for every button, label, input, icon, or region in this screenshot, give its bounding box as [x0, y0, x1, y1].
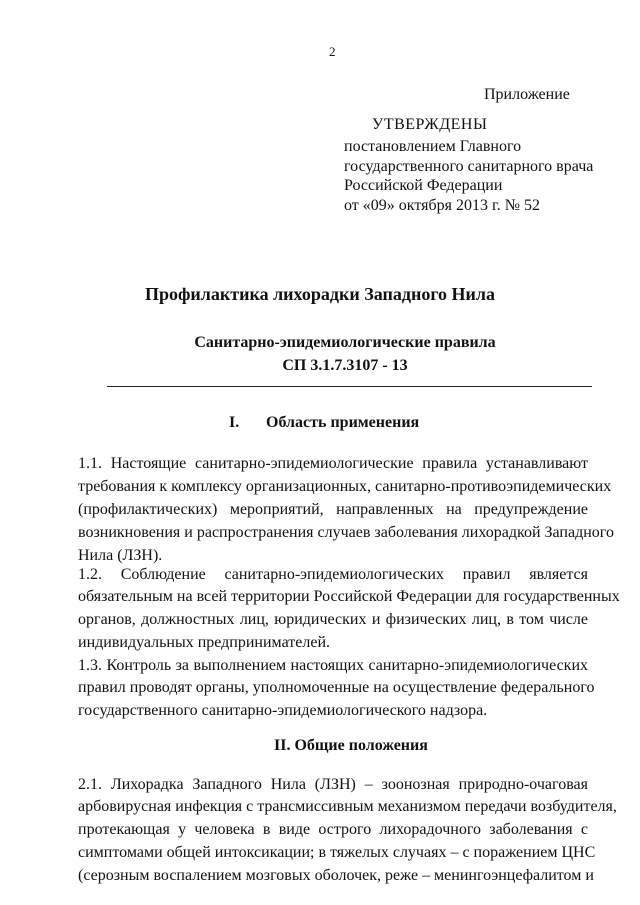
approval-date-line: от «09» октября 2013 г. № 52 — [344, 197, 541, 214]
approval-line: государственного санитарного врача — [344, 158, 594, 175]
paragraph-line: требования к комплексу организационных, санитарно-противоэпидемических — [78, 478, 612, 495]
paragraph-line: (профилактических) мероприятий, направленных на предупреждение — [78, 501, 588, 518]
approval-line: Российской Федерации — [344, 177, 503, 194]
divider-line — [107, 386, 592, 387]
paragraph-line: Нила (ЛЗН). — [78, 547, 163, 564]
document-code: СП 3.1.7.3107 - 13 — [282, 357, 408, 374]
appendix-label: Приложение — [484, 86, 570, 103]
paragraph-line: симптомами общей интоксикации; в тяжелых случаях – с поражением ЦНС — [78, 844, 596, 861]
paragraph-line: арбовирусная инфекция с трансмиссивным механизмом передачи возбудителя, — [78, 798, 617, 815]
document-title: Профилактика лихорадки Западного Нила — [144, 284, 496, 304]
paragraph-line: протекающая у человека в виде острого лихорадочного заболевания с — [78, 821, 588, 838]
section-1-number: I. — [229, 414, 240, 431]
page-number: 2 — [329, 44, 336, 59]
paragraph-line: обязательным на всей территории Российской Федерации для государственных — [78, 588, 620, 605]
paragraph-line: 2.1. Лихорадка Западного Нила (ЛЗН) – зоонозная природно-очаговая — [78, 776, 588, 793]
approval-heading: УТВЕРЖДЕНЫ — [372, 116, 488, 133]
document-subtitle: Санитарно-эпидемиологические правила — [194, 334, 496, 351]
paragraph-line: возникновения и распространения случаев заболевания лихорадкой Западного — [78, 524, 614, 541]
paragraph-line: (серозным воспалением мозговых оболочек, реже – менингоэнцефалитом и — [78, 867, 594, 884]
paragraph-line: индивидуальных предпринимателей. — [78, 634, 330, 651]
paragraph-line: правил проводят органы, уполномоченные на осуществление федерального — [78, 679, 595, 696]
section-1-title: Область применения — [266, 414, 420, 431]
approval-line: постановлением Главного — [344, 138, 522, 155]
paragraph-line: 1.2. Соблюдение санитарно-эпидемиологических правил является — [78, 566, 588, 583]
paragraph-line: государственного санитарно-эпидемиологического надзора. — [78, 702, 488, 719]
paragraph-line: органов, должностных лиц, юридических и физических лиц, в том числе — [78, 611, 588, 628]
section-2-title: II. Общие положения — [274, 737, 428, 754]
paragraph-line: 1.1. Настоящие санитарно-эпидемиологические правила устанавливают — [78, 455, 588, 472]
paragraph-line: 1.3. Контроль за выполнением настоящих санитарно-эпидемиологических — [78, 657, 588, 674]
